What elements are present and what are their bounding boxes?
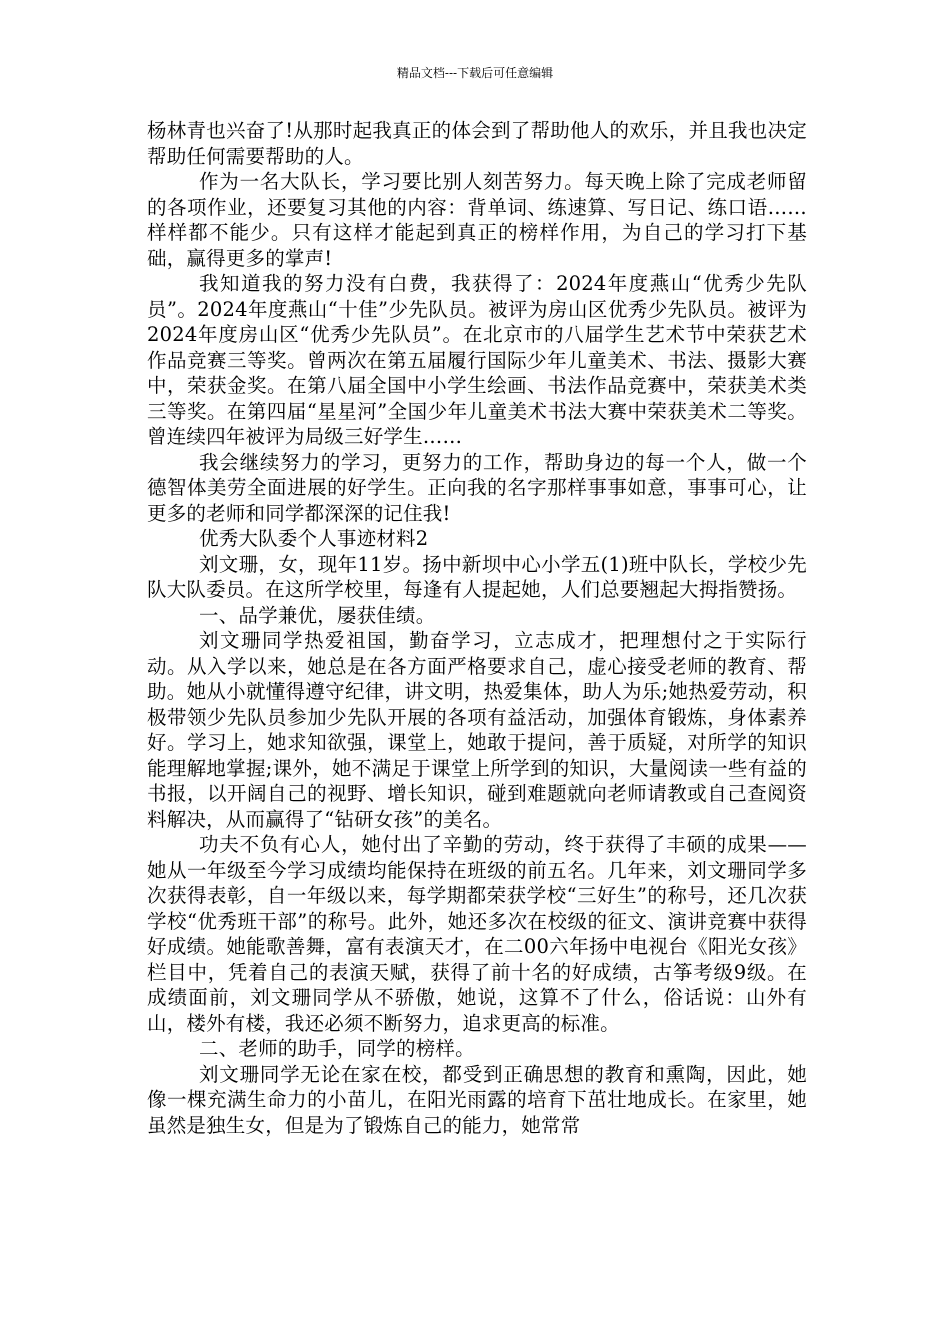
paragraph: 刘文珊同学热爱祖国，勤奋学习，立志成才，把理想付之于实际行动。从入学以来，她总是在各方面严格要求自己，虚心接受老师的教育、帮助。她从小就懂得遵守纪律，讲文明，热爱集体，助人为乐;她热爱劳动，积极带领少先队员参加少先队开展的各项有益活动，加强体育锻炼，身体素养好。学习上，她求知欲强，课堂上，她敢于提问，善于质疑，对所学的知识能理解地掌握;课外，她不满足于课堂上所学到的知识，大量阅读一些有益的书报，以开阔自己的视野、增长知识，碰到难题就向老师请教或自己查阅资料解决，从而赢得了“钻研女孩”的美名。 [147, 629, 807, 831]
paragraph: 我知道我的努力没有白费，我获得了：2024年度燕山“优秀少先队员”。2024年度燕山“十佳”少先队员。被评为房山区优秀少先队员。被评为2024年度房山区“优秀少先队员”。在北京市的八届学生艺术节中荣获艺术作品竞赛三等奖。曾两次在第五届履行国际少年儿童美术、书法、摄影大赛中，荣获金奖。在第八届全国中小学生绘画、书法作品竞赛中，荣获美术类三等奖。在第四届“星星河”全国少年儿童美术书法大赛中荣获美术二等奖。曾连续四年被评为局级三好学生…… [147, 272, 807, 448]
section-heading: 二、老师的助手，同学的榜样。 [199, 1037, 475, 1060]
paragraph: 刘文珊同学无论在家在校，都受到正确思想的教育和熏陶，因此，她像一棵充满生命力的小苗儿，在阳光雨露的培育下茁壮地成长。在家里，她虽然是独生女，但是为了锻炼自己的能力，她常常 [147, 1062, 807, 1137]
section-title: 优秀大队委个人事迹材料2 [199, 527, 429, 550]
paragraph: 作为一名大队长，学习要比别人刻苦努力。每天晚上除了完成老师留的各项作业，还要复习其他的内容：背单词、练速算、写日记、练口语……样样都不能少。只有这样才能起到真正的榜样作用，为自己的学习打下基础，赢得更多的掌声! [147, 170, 807, 270]
paragraph: 刘文珊，女，现年11岁。扬中新坝中心小学五(1)班中队长，学校少先队大队委员。在这所学校里，每逢有人提起她，人们总要翘起大拇指赞扬。 [147, 552, 807, 601]
document-body [147, 118, 807, 1138]
paragraph: 我会继续努力的学习，更努力的工作，帮助身边的每一个人，做一个德智体美劳全面进展的好学生。正向我的名字那样事事如意，事事可心，让更多的老师和同学都深深的记住我! [147, 450, 807, 525]
section-heading: 一、品学兼优，屡获佳绩。 [199, 603, 436, 627]
paragraph: 功夫不负有心人，她付出了辛勤的劳动，终于获得了丰硕的成果——她从一年级至今学习成绩均能保持在班级的前五名。几年来，刘文珊同学多次获得表彰，自一年级以来，每学期都荣获学校“三好生”的称号，还几次获学校“优秀班干部”的称号。此外，她还多次在校级的征文、演讲竞赛中获得好成绩。她能歌善舞，富有表演天才，在二00六年扬中电视台《阳光女孩》栏目中，凭着自己的表演天赋，获得了前十名的好成绩，古筝考级9级。在成绩面前，刘文珊同学从不骄傲，她说，这算不了什么，俗话说：山外有山，楼外有楼，我还必须不断努力，追求更高的标准。 [147, 833, 807, 1035]
page-header: 精品文档---下载后可任意编辑 [396, 66, 554, 80]
paragraph: 杨林青也兴奋了!从那时起我真正的体会到了帮助他人的欢乐，并且我也决定帮助任何需要帮助的人。 [147, 119, 807, 168]
